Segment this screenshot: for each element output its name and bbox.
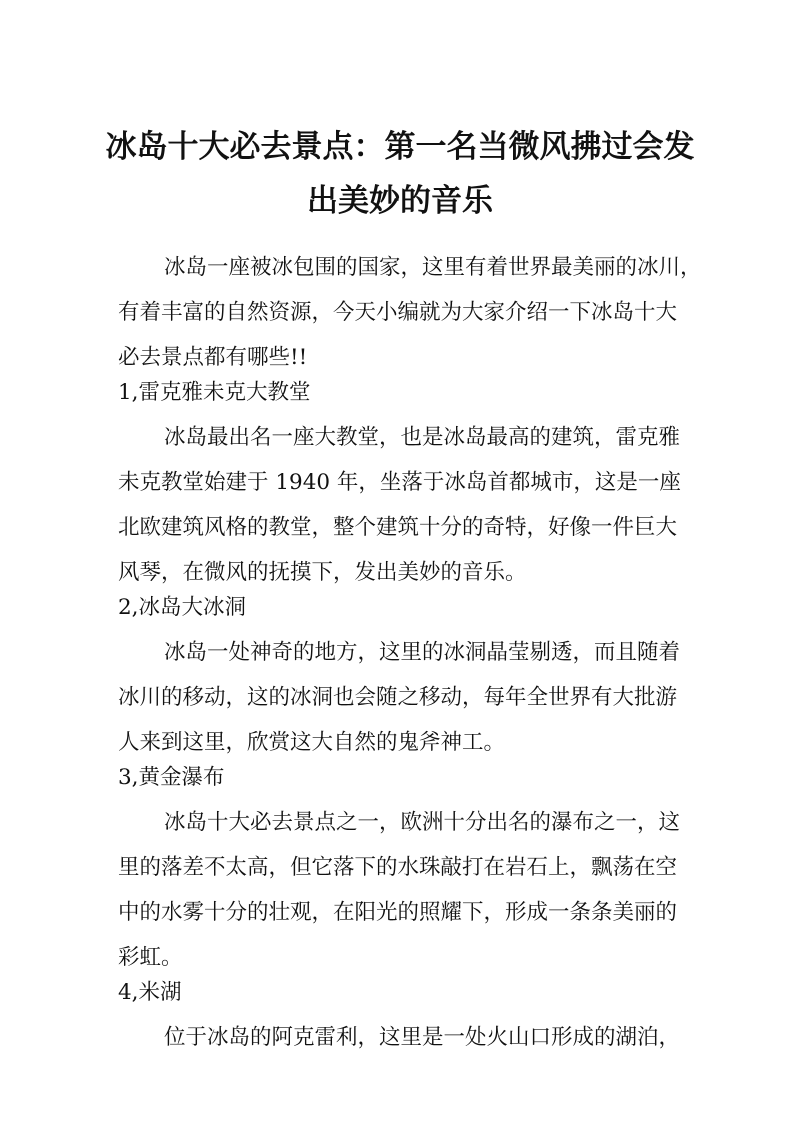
document-title-line-2: 出美妙的音乐 <box>307 183 493 219</box>
section-2-line-3: 人来到这里，欣赏这大自然的鬼斧神工。 <box>118 730 506 755</box>
section-4-line-1: 位于冰岛的阿克雷利，这里是一处火山口形成的湖泊， <box>164 1025 681 1050</box>
intro-line-1: 冰岛一座被冰包围的国家，这里有着世界最美丽的冰川， <box>164 255 702 280</box>
section-2-line-2: 冰川的移动，这的冰洞也会随之移动，每年全世界有大批游 <box>118 685 678 710</box>
section-3-line-1: 冰岛十大必去景点之一，欧洲十分出名的瀑布之一，这 <box>164 810 681 835</box>
document-title-line-1: 冰岛十大必去景点：第一名当微风拂过会发 <box>105 129 695 165</box>
section-3-line-3: 中的水雾十分的壮观，在阳光的照耀下，形成一条条美丽的 <box>118 900 678 925</box>
section-2-heading: 2,冰岛大冰洞 <box>118 595 247 620</box>
section-3-line-2: 里的落差不太高，但它落下的水珠敲打在岩石上，飘荡在空 <box>118 855 678 880</box>
section-1-line-1: 冰岛最出名一座大教堂，也是冰岛最高的建筑，雷克雅 <box>164 425 681 450</box>
section-1-line-2: 未克教堂始建于 1940 年，坐落于冰岛首都城市，这是一座 <box>118 470 681 495</box>
intro-line-2: 有着丰富的自然资源，今天小编就为大家介绍一下冰岛十大 <box>118 300 678 325</box>
section-3-line-4: 彩虹。 <box>118 945 183 970</box>
intro-line-3: 必去景点都有哪些!! <box>118 345 308 370</box>
section-4-heading: 4,米湖 <box>118 980 182 1005</box>
section-2-line-1: 冰岛一处神奇的地方，这里的冰洞晶莹剔透，而且随着 <box>164 640 681 665</box>
section-1-line-4: 风琴，在微风的抚摸下，发出美妙的音乐。 <box>118 560 527 585</box>
section-1-heading: 1,雷克雅未克大教堂 <box>118 380 311 405</box>
section-1-line-3: 北欧建筑风格的教堂，整个建筑十分的奇特，好像一件巨大 <box>118 515 678 540</box>
section-3-heading: 3,黄金瀑布 <box>118 765 225 790</box>
